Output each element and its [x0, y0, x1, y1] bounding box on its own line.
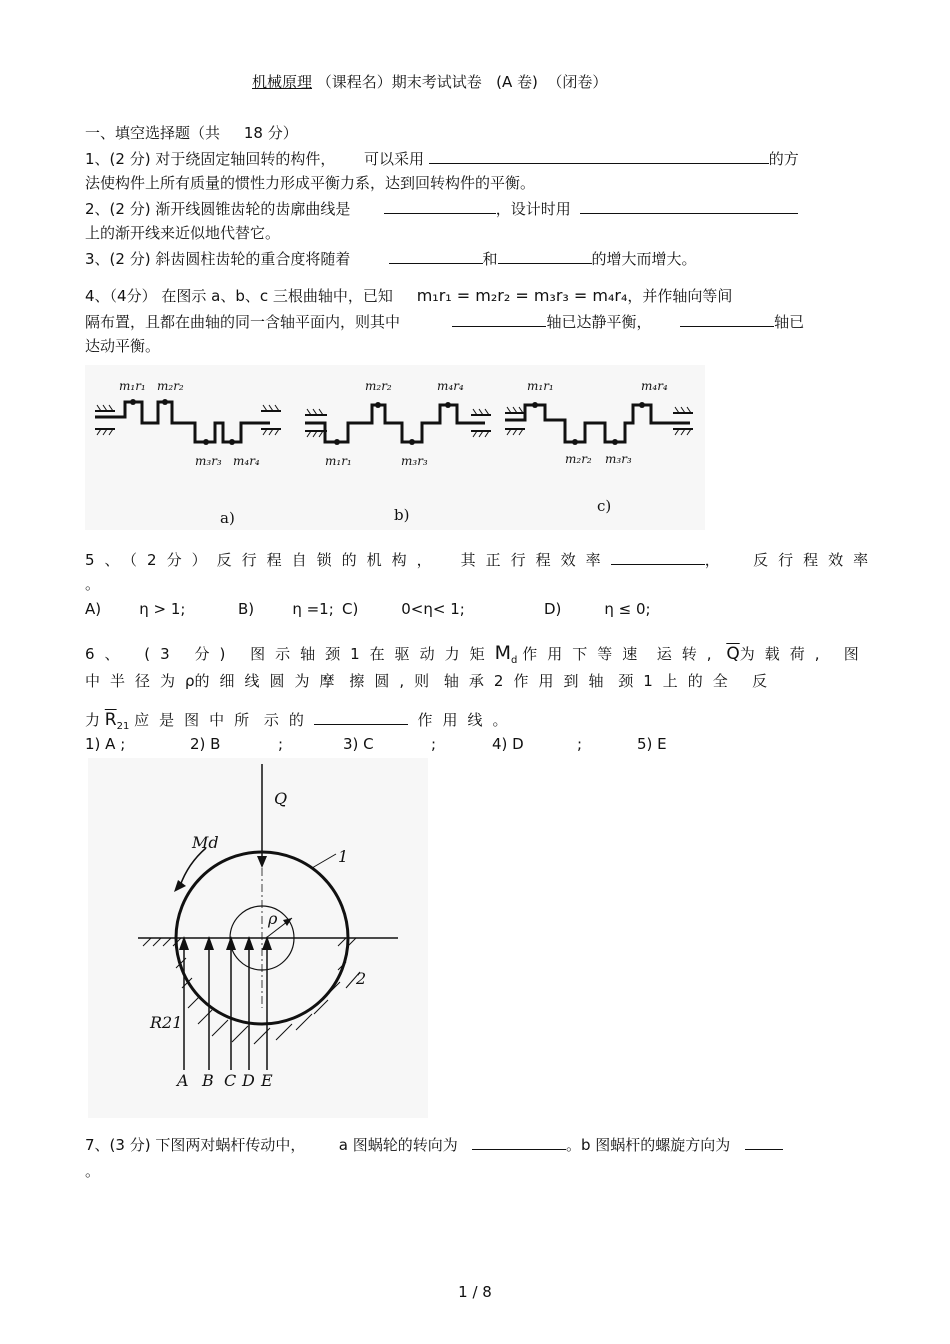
page-number: 1 / 8	[458, 1283, 492, 1301]
q6-text-e: 图	[843, 645, 859, 663]
bearing-label-e: E	[261, 1071, 273, 1090]
q6-r: $\overline{R}$	[104, 710, 117, 730]
q6-rho: ρ	[185, 672, 195, 690]
bearing-label-1: 1	[338, 847, 349, 866]
q3-text-a: 3、(2 分) 斜齿圆柱齿轮的重合度将随着	[85, 250, 351, 268]
bearing-label-a: A	[177, 1071, 189, 1090]
q2-text-a: 2、(2 分) 渐开线圆锥齿轮的齿廓曲线是	[85, 200, 351, 218]
q6-text-n: 示的	[263, 711, 314, 729]
bearing-label-d: D	[242, 1071, 255, 1090]
crank-b-top1: m₂r₂	[365, 379, 392, 393]
crank-c-top2: m₄r₄	[641, 379, 668, 393]
q5-text-b: 其正行程效率	[460, 551, 611, 569]
q6-text-h: 擦圆,则	[349, 672, 440, 690]
q2-text-b: ，设计时用	[495, 200, 571, 218]
q6-line3	[85, 708, 518, 732]
section-heading	[85, 122, 298, 143]
q1-line1	[85, 147, 799, 169]
bearing-label-b: B	[202, 1071, 214, 1090]
crankshaft-figure	[85, 365, 705, 530]
q5-options	[85, 600, 186, 618]
crank-c-bot2: m₃r₃	[605, 452, 632, 466]
q5-opt-a-key: A)	[85, 600, 102, 618]
paper-version: (A 卷)	[496, 73, 538, 91]
q4-text-b: ，并作轴向等间	[627, 287, 733, 305]
q3-text-c: 的增大而增大。	[591, 250, 697, 268]
q6-text-l: 力	[85, 711, 101, 729]
q6-text-g: 的细线圆为摩	[194, 672, 345, 690]
q5-opt-d	[544, 600, 651, 618]
q4-line1	[85, 285, 732, 306]
section-score: 18 分）	[243, 124, 298, 142]
q7-blank-2[interactable]	[745, 1133, 783, 1150]
q7-line1	[85, 1133, 783, 1155]
q6-opt-5: 5) E	[637, 735, 667, 753]
q6-text-b: 作用下等速	[522, 645, 648, 663]
bearing-label-md: Md	[192, 833, 219, 852]
section-heading-text: 一、填空选择题（共	[85, 124, 221, 142]
q6-text-c: 运转,	[656, 645, 722, 663]
bearing-label-2: 2	[356, 969, 367, 988]
q6-opt-1: 1) A ;	[85, 735, 126, 753]
q6-text-i: 轴承2作用到轴	[443, 672, 614, 690]
q5-line1	[85, 548, 878, 570]
q5-opt-c-value: 0<η< 1;	[401, 600, 465, 618]
q6-text-a: 6、 (3 分) 图示轴颈1在驱动力矩	[85, 645, 495, 663]
crank-a-top1: m₁r₁	[119, 379, 146, 393]
q5-opt-b-value: η =1;	[292, 600, 334, 618]
q7-line2: 。	[85, 1162, 101, 1180]
q4-blank-1[interactable]	[452, 310, 546, 327]
q6-text-d: 为载荷,	[739, 645, 830, 663]
q5-opt-d-key: D)	[544, 600, 562, 618]
crank-c-label: c)	[597, 497, 612, 515]
q5-line2: 。	[85, 575, 101, 593]
crank-b-label: b)	[394, 506, 410, 524]
q5-text-a: 5、（2分）反行程自锁的机构，	[85, 551, 442, 569]
q2-blank-1[interactable]	[384, 197, 496, 214]
crank-c-top1: m₁r₁	[527, 379, 554, 393]
q4-text-c: 隔布置，且都在曲轴的同一含轴平面内，则其中	[85, 313, 401, 331]
q6-line2	[85, 670, 767, 691]
q6-opt-4: 4) D	[492, 735, 524, 753]
q6-line1	[85, 642, 859, 666]
crank-a-label: a)	[220, 509, 235, 527]
q5-opt-a-value: η > 1;	[139, 600, 186, 618]
q6-text-j: 颈1上的全	[618, 672, 738, 690]
bearing-label-q: Q	[274, 789, 288, 808]
page-title	[252, 71, 607, 92]
title-rest: （课程名）期末考试试卷	[316, 73, 482, 91]
q5-opt-c-key: C)	[342, 600, 359, 618]
q6-r-sub: 21	[116, 721, 130, 732]
q5-opt-c	[342, 600, 465, 618]
q2-line1	[85, 197, 798, 219]
crank-b-bot2: m₃r₃	[401, 454, 428, 468]
q2-blank-2[interactable]	[580, 197, 798, 214]
q5-text-c: ，	[704, 551, 720, 569]
q6-opt-3-sep: ;	[431, 735, 437, 753]
q1-line2: 法使构件上所有质量的惯性力形成平衡力系，达到回转构件的平衡。	[85, 174, 536, 192]
crank-b-top2: m₄r₄	[437, 379, 464, 393]
bearing-label-c: C	[224, 1071, 237, 1090]
q4-formula: m₁r₁ = m₂r₂ = m₃r₃ = m₄r₄	[416, 286, 628, 305]
q2-line2: 上的渐开线来近似地代替它。	[85, 224, 281, 242]
q4-line3: 达动平衡。	[85, 337, 161, 355]
q5-opt-d-value: η ≤ 0;	[604, 600, 651, 618]
q3-text-b: 和	[482, 250, 498, 268]
q3-line	[85, 247, 697, 269]
crank-a-bot1: m₃r₃	[195, 454, 222, 468]
q3-blank-2[interactable]	[498, 247, 592, 264]
q7-text-c: 。b 图蜗杆的螺旋方向为	[566, 1136, 731, 1154]
q6-md: M	[494, 642, 512, 664]
course-name: 机械原理	[252, 73, 313, 91]
q6-q: $\overline{Q}$	[726, 644, 740, 664]
q4-blank-2[interactable]	[680, 310, 774, 327]
crank-c-bot1: m₂r₂	[565, 452, 592, 466]
bearing-label-rho: ρ	[268, 909, 278, 928]
q6-text-f: 中半径为	[85, 672, 186, 690]
q1-text-b: 可以采用	[363, 150, 424, 168]
q1-text-c: 的方	[768, 150, 799, 168]
q7-text-b: a 图蜗轮的转向为	[338, 1136, 458, 1154]
q5-opt-b	[238, 600, 334, 618]
q3-blank-1[interactable]	[389, 247, 483, 264]
crank-a-top2: m₂r₂	[157, 379, 184, 393]
q4-line2	[85, 310, 804, 332]
q7-text-a: 7、(3 分) 下图两对蜗杆传动中，	[85, 1136, 306, 1154]
q6-md-sub: d	[511, 655, 518, 666]
bearing-label-r21: R21	[150, 1013, 183, 1032]
crank-b-bot1: m₁r₁	[325, 454, 352, 468]
crank-a-bot2: m₄r₄	[233, 454, 260, 468]
q1-blank[interactable]	[429, 147, 769, 164]
q6-blank[interactable]	[314, 708, 408, 725]
q4-text-e: 轴已	[774, 313, 805, 331]
q6-text-o: 作用线。	[417, 711, 518, 729]
q4-text-d: 轴已达静平衡，	[546, 313, 652, 331]
q5-text-d: 反行程效率	[753, 551, 879, 569]
journal-bearing-figure	[88, 758, 428, 1118]
q6-text-k: 反	[752, 672, 768, 690]
q6-opt-4-sep: ;	[577, 735, 583, 753]
q1-text-a: 1、(2 分) 对于绕固定轴回转的构件，	[85, 150, 336, 168]
q4-text-a: 4、（4分） 在图示 a、b、c 三根曲轴中，已知	[85, 287, 393, 305]
q7-blank-1[interactable]	[472, 1133, 566, 1150]
q5-blank-1[interactable]	[611, 548, 705, 565]
q6-text-m: 应是图中所	[134, 711, 260, 729]
q6-opt-3: 3) C	[343, 735, 374, 753]
q6-opt-2: 2) B	[190, 735, 221, 753]
q5-opt-b-key: B)	[238, 600, 255, 618]
q6-opt-2-sep: ;	[278, 735, 284, 753]
closed-book: （闭卷）	[547, 73, 608, 91]
